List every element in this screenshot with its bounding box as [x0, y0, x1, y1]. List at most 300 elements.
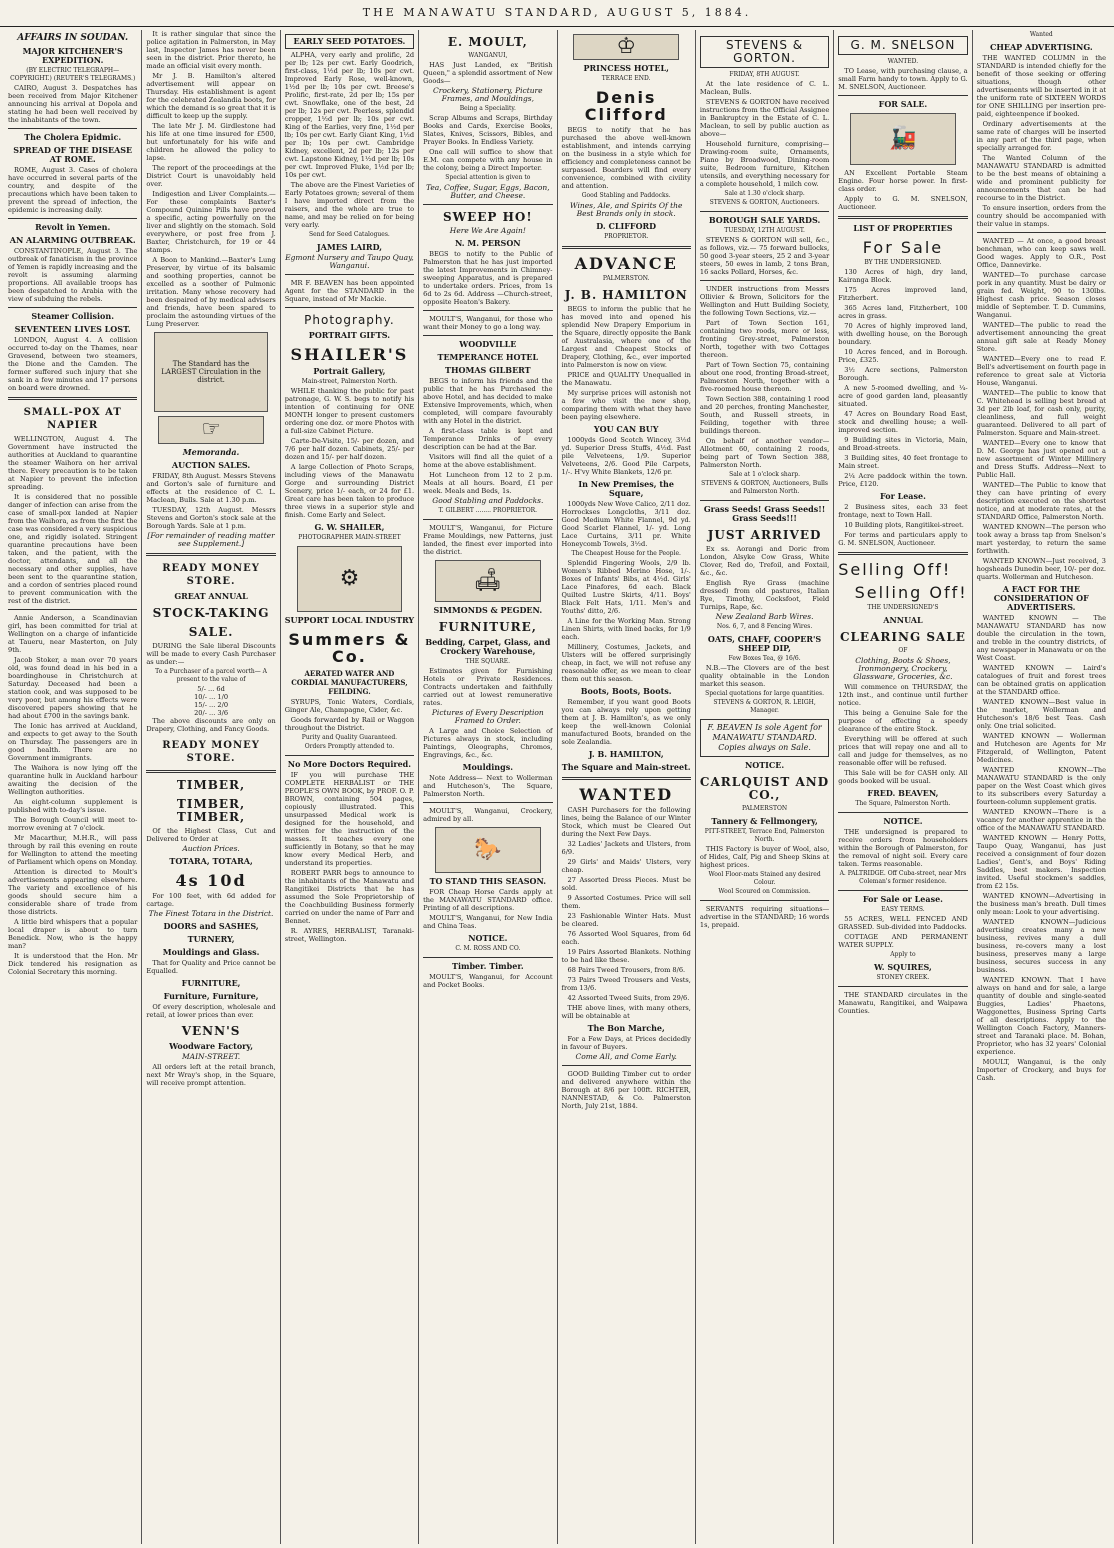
news-item: The Waihora is now lying off the quarantine hulk in Auckland harbour awaiting the decision of the Wellington authorities.: [8, 764, 138, 796]
ad-text: The above are the Finest Varieties of Early Potatoes grown; several of them I have imported direct from the raisers, and the whole are true to name, and may be relied on for being very early.: [284, 181, 415, 229]
stock-line: 68 Pairs Tweed Trousers, from 8/6.: [567, 966, 686, 974]
sale-word: SALE.: [188, 625, 234, 639]
sweep-name: N. M. PERSON: [455, 238, 521, 248]
portrait-gallery: Portrait Gallery,: [313, 366, 386, 376]
stock-line: 29 Girls' and Maids' Ulsters, very cheap.: [561, 858, 691, 874]
ad-text: Remember, if you want good Boots you can always rely upon getting them at J. B. Hamilton's, as we only keep the well-known Colonial manufactured Boots, branded on the sole Zealandia.: [561, 698, 691, 746]
crown-icon: ♔: [573, 34, 679, 60]
ad-text: Of every description, wholesale and retail, at lower prices than ever.: [146, 1003, 276, 1019]
column-6: [696, 30, 834, 1544]
store-name: READY MONEY STORE.: [162, 740, 260, 764]
wanted-ad: WANTED KNOWN—The person who took away a brass tap from Snelson's mart yesterday, to return the same forthwith.: [976, 523, 1106, 555]
stock-line: 32 Ladies' Jackets and Ulsters, from 6/9.: [561, 840, 691, 856]
ad-text: CASH Purchasers for the following lines, being the Balance of our Winter Stock, which must be Cleared Out during the Next Few Days.: [561, 806, 691, 838]
ad-text: HAS Just Landed, ex "British Queen," a splendid assortment of New Goods—: [423, 61, 553, 85]
ad-text: MOULT'S, Wanganui, Crockery, admired by all.: [423, 807, 553, 823]
ad-text: DURING the Sale liberal Discounts will be made to every Cash Purchaser as under:—: [146, 642, 276, 666]
ad-text: A Large and Choice Selection of Pictures always in stock, including Paintings, Oleographs, Chromos, Engravings, &c., &c.: [423, 727, 553, 759]
ad-text: BEGS to inform his friends and the public that he has Purchased the above Hotel, and has decided to make Extensive Improvements, which, when completed, will compare favourably with any Hotel in the district.: [423, 377, 553, 425]
snelson-heading: G. M. SNELSON: [838, 36, 967, 55]
ad-text: Estimates given for Furnishing Hotels or Private Residences. Contracts undertaken and faithfully carried out at lowest remunerative rates.: [423, 667, 553, 707]
wanted-ad: WANTED—The public to read the advertisement announcing the great annual gift sale at Ready Money Store.: [976, 321, 1106, 353]
ad-text: ALPHA, very early and prolific, 2d per lb; 12s per cwt. Early Goodrich, first-class, 1½d per lb; 10s per cwt. Improved Early Rose, well-known, 1½d per lb; 10s per cwt. Breese's Prolific, first-rate, 2d per lb; 15s per cwt. Snowflake, one of the best, 2d per lb; 12s per cwt. Peerless, splendid cropper, 1½d per lb; 10s per cwt. King of the Earlies, very fine, 1½d per lb; 10s per cwt. Early Giant King, 1½d per lb; 10s per cwt. Cambridge Kidney, excellent, 2d per lb; 12s per cwt. Lapstone Kidney, 1½d per lb; 10s per cwt. Improved Fluke, 1½d per lb; 10s per cwt.: [284, 51, 415, 179]
ad-text: The Wanted Column of the MANAWATU STANDARD is admitted to be the best means of obtaining a wide and prominent publicity for announcements that can be had recourse to in the District.: [976, 154, 1106, 202]
article-text: ROME, August 3. Cases of cholera have occurred in several parts of the country, and despite of the precautions which have been taken to prevent the spread of infection, the epidemic is increasing daily.: [8, 166, 138, 214]
no-more-doctors: No More Doctors Required.: [287, 759, 412, 769]
column-5: [558, 30, 696, 1544]
ad-text: A first-class table is kept and Temperance Drinks of every description can be had at the Bar.: [423, 427, 553, 451]
subhead-kitchener: MAJOR KITCHENER'S EXPEDITION.: [22, 46, 123, 65]
column-4: [419, 30, 557, 1544]
column-8: [973, 30, 1110, 1544]
ad-text: THE WANTED COLUMN in the STANDARD is intended chiefly for the benefit of those seeking or offering situations, though other advertisements will be inserted in it at the uniform rate of SIXTEEN WORDS for ONE SHILLING per insertion pre-paid, eighteenpence if booked.: [976, 54, 1106, 118]
ad-text: AN Excellent Portable Steam Engine. Four horse power. In first-class order.: [838, 169, 968, 193]
ad-text: MR F. BEAVEN has been appointed Agent for the STANDARD in the Square, instead of Mr Mackie.: [284, 279, 415, 303]
cheapest-house: The Cheapest House for the People.: [571, 550, 681, 557]
news-item: The Ionic has arrived at Auckland, and expects to get away to the South on Thursday. The passengers are in good health. There are no Government immigrants.: [8, 722, 138, 762]
property-item: 47 Acres on Boundary Road East, stock and dwelling house; a well-improved section.: [838, 410, 968, 434]
the-square: THE SQUARE.: [465, 658, 511, 665]
ad-text: Millinery, Costumes, Jackets, and Ulsters will be offered surprisingly cheap, in fact, we will not refuse any reasonable offer, as we mean to clear them out this season.: [561, 643, 691, 683]
ad-text: English Rye Grass (machine dressed) from old pastures, Italian Rye, Timothy, Cocksfoot, Field Turnips, Rape, &c.: [699, 579, 830, 611]
discount-row: 5/- ... 6d: [197, 685, 225, 693]
beaven-address: The Square, Palmerston North.: [855, 800, 951, 807]
news-item: A little bird whispers that a popular local draper is about to turn Benedick. Now, who is the happy man?: [8, 918, 138, 950]
ad-text: IF you will purchase THE COMPLETE HERBALIST or THE PEOPLE'S OWN BOOK, by PROF. O. P. BROWN, containing 504 pages, copiously illustrated. This unsurpassed Medical work is designed for the household, and written for the instruction of the masses. It teaches every one sufficiently in Botany, so that he may know every Medical Herb, and understand its properties.: [284, 771, 415, 867]
tannery-heading: Tannery & Fellmongery,: [711, 816, 818, 826]
wanted-ad: WANTED—The public to know that C. Whitehead is selling best bread at 3d per 2lb loaf, for cash only, purity, cleanliness, and full weight guaranteed. Delivered to all part of Palmerston. Square and Main-street.: [976, 389, 1106, 437]
princess-hotel: PRINCESS HOTEL,: [583, 63, 669, 73]
easy-terms: EASY TERMS.: [881, 906, 925, 913]
property-item: 2¼ Acre paddock within the town. Price, £120.: [838, 472, 968, 488]
palmerston: PALMERSTON: [741, 805, 788, 812]
ad-text: WHILE thanking the public for past patronage, G. W. S. begs to notify his intention of continuing for ONE MONTH longer to present customers ordering one doz. or more Photos with a full-size Cabinet Picture.: [284, 387, 415, 435]
temperance-hotel: TEMPERANCE HOTEL: [437, 352, 539, 362]
masthead: THE MANAWATU STANDARD, AUGUST 5, 1884.: [0, 0, 1114, 27]
wanted-ad: WANTED KNOWN—Best value in the market, Wollerman and Hutcheson's 18/6 best Teas. Cash only. One trial solicited.: [976, 698, 1106, 730]
wanted-ad: WANTED KNOWN—Just received, 3 hogsheads Dunedin beer, 10/- per doz. quarts. Wollerman and Hutcheson.: [976, 557, 1106, 581]
stock-line: 42 Assorted Tweed Suits, from 29/6.: [567, 994, 690, 1002]
mouldings-heading: Mouldings.: [462, 762, 513, 772]
headline-cholera: The Cholera Epidmic.: [24, 132, 122, 142]
price-list: Splendid Fingering Wools, 2/9 lb. Women's Ribbed Merino Hose, 1/-. Boxes of Infants' Bibs, at 4½d. Girls' Lace Pinafores, 6d each. Black Quilted Lustre Skirts, 4/11. Boys' Black Felt Hats, 1/11. Men's and Youths' ditto, 2/6.: [561, 559, 691, 615]
auctioneers: STEVENS & GORTON, Auctioneers.: [709, 199, 820, 206]
wines-ales: Wines, Ale, and Spirits Of the Best Brands only in stock.: [569, 201, 683, 218]
property-item: 3½ Acre sections, Palmerston Borough.: [838, 366, 968, 382]
ad-text: BEGS to inform the public that he has moved into and opened his splendid New Drapery Emporium in the Square, directly opposite the Bank of Australasia, where one of the Largest and Cheapest Stocks of Drapery, Clothing, &c., ever imported into Palmerston is now on view.: [561, 305, 691, 369]
ad-text: For 100 feet, with 6d added for cartage.: [146, 892, 276, 908]
you-can-buy: YOU CAN BUY: [593, 424, 659, 434]
ad-text: STEVENS & GORTON have received instructions from the Official Assignee in Bankruptcy in the Estate of C. L. Maclean, to sell by public auction as above—: [699, 98, 830, 138]
cheap-advertising: CHEAP ADVERTISING.: [989, 42, 1093, 52]
steam-engine-illustration: 🚂: [850, 113, 956, 165]
aerated-water: AERATED WATER AND CORDIAL MANUFACTURERS, FEILDING.: [291, 669, 408, 696]
ad-text: Sale at 1 o'clock sharp.: [729, 471, 800, 478]
totara-heading: TOTARA, TOTARA,: [169, 856, 253, 866]
sale-date: FRIDAY, 8TH AUGUST.: [729, 71, 800, 78]
selling-off-2: Selling Off!: [854, 583, 968, 602]
ad-text: GOOD Building Timber cut to order and delivered anywhere within the Borough at 8/6 per 100ft. RICHTER, NANNESTAD, & Co. Palmerston North, July 21st, 1884.: [561, 1070, 691, 1110]
news-item: Jacob Stoker, a man over 70 years old, was found dead in his bed in a boardinghouse in Christchurch at Saturday. Deceased had been a station cook, and was supposed to be very poor, but among his effects were discovered papers showing that he had about £700 in the savings bank.: [8, 656, 138, 720]
gallery-address: Main-street, Palmerston North.: [301, 378, 398, 385]
finest-totara: The Finest Totara in the District.: [148, 909, 274, 918]
headline-smallpox: SMALL-POX AT NAPIER: [23, 407, 122, 431]
carlquist-heading: CARLQUIST AND CO.,: [699, 775, 830, 802]
beaven-agent-box: F. BEAVEN Is sole Agent for MANAWATU STANDARD. Copies always on Sale.: [700, 719, 829, 757]
property-item: 9 Building sites in Victoria, Main, and Broad-streets.: [838, 436, 968, 452]
ad-text: Wool Floor-mats Stained any desired Colour.: [708, 871, 821, 886]
property-item: 175 Acres improved land, Fitzherbert.: [838, 286, 968, 302]
fact-for-advertisers: A FACT FOR THE CONSIDERATION OF ADVERTISERS.: [993, 584, 1089, 612]
ad-text: TO Lease, with purchasing clause, a small Farm handy to town. Apply to G. M. SNELSON, Auctioneer.: [838, 67, 968, 91]
ad-text: THIS Factory is buyer of Wool, also, of Hides, Calf, Pig and Sheep Skins at highest prices.: [699, 845, 830, 869]
grass-seeds: Grass Seeds! Grass Seeds!! Grass Seeds!!!: [703, 504, 826, 523]
ad-text: STEVENS & GORTON will sell, &c., as follows, viz.— 75 forward bullocks, 50 good 3-year steers, 25 2 and 3-year steers, 50 ewes in lamb, 2 tons Bran, 16 sacks Pollard, Horses, &c.: [699, 236, 830, 276]
ad-text: Nos. 6, 7, and 8 Fencing Wires.: [716, 623, 813, 630]
auctioneers: STEVENS & GORTON, Auctioneers, Bulls and Palmerston North.: [701, 480, 828, 495]
stocktaking: STOCK-TAKING: [152, 606, 270, 620]
ad-text: MOULT'S, Wanganui, for Picture Frame Mouldings, new Patterns, just landed, the finest ever imported into the district.: [423, 524, 553, 556]
ad-text: Ex ss. Aorangi and Doric from London, Alsyke Cow Grass, White Clover, Red do, Trefoil, and Foxtail, &c., &c.: [699, 545, 830, 577]
proprietor: PROPRIETOR.: [604, 233, 649, 240]
hotel-owner: THOMAS GILBERT: [445, 365, 531, 375]
ad-text: This being a Genuine Sale for the purpose of effecting a speedy clearance of the entire Stock.: [838, 709, 968, 733]
notice-heading: NOTICE.: [468, 933, 508, 943]
for-lease: For Lease.: [880, 491, 926, 501]
ad-text: Orders Promptly attended to.: [304, 743, 395, 750]
stock-line: 19 Pairs Assorted Blankets. Nothing to be had like these.: [561, 948, 691, 964]
ad-text: Of the Highest Class, Cut and Delivered to Order at: [146, 827, 276, 843]
news-item: Mr Macarthur, M.H.R., will pass through by rail this evening en route for Wellington to attend the meeting of Parliament which opens on Monday.: [8, 834, 138, 866]
stock-line: 73 Pairs Tweed Trousers and Vests, from 13/6.: [561, 976, 691, 992]
paltridge: A. PALTRIDGE. Off Cuba-street, near Mrs Coleman's former residence.: [839, 870, 967, 885]
wanted-ad: WANTED KNOWN—Judicious advertising creates many a new business, revives many a dull business, re-covers many a lost business, preserves many a large business, secures success in any business.: [976, 918, 1106, 974]
here-we-are: Here We Are Again!: [449, 226, 526, 235]
headline-collision: Steamer Collision.: [31, 311, 114, 321]
wanted-ad: WANTED—To purchase carcase pork in any quantity. Must be dairy or grain fed. Weight, 90 to 130lbs. Highest cash price. Season closes middle of September. T. D. Cummins, Wanganui.: [976, 271, 1106, 319]
seed-potatoes-heading: EARLY SEED POTATOES.: [285, 34, 414, 49]
ad-text: For a Few Days, at Prices decidedly in favour of Buyers.: [561, 1035, 691, 1051]
property-item: 10 Building plots, Rangitikei-street.: [844, 521, 964, 529]
apply-to: Apply to: [890, 951, 916, 958]
property-item: A new 5-roomed dwelling, and ¼-acre of good garden land, pleasantly situated.: [838, 384, 968, 408]
memoranda-heading: Memoranda.: [182, 447, 240, 457]
news-item: The late Mr J. M. Girdlestone had his life at one time insured for £500, but unfortunately for his wife and children he allowed the policy to lapse.: [146, 122, 276, 162]
discount-row: 20/- ... 3/6: [194, 709, 229, 717]
property-item: 10 Acres fenced, and in Borough. Price, £325.: [838, 348, 968, 364]
auction-item: FRIDAY, 8th August. Messrs Stevens and Gorton's sale of furniture and effects at the residence of C. L. Maclean, Bulls. Sale at 1.30 p.m.: [146, 472, 276, 504]
ad-text: Part of Town Section 161, containing two roods, more or less, fronting Grey-street, Palmerston North, together with two Cottages thereon.: [699, 319, 830, 359]
clearing-sale: CLEARING SALE: [839, 630, 966, 644]
turnery: TURNERY,: [187, 934, 235, 944]
wanted-ad: WANTED KNOWN—The MANAWATU STANDARD is the only paper on the West Coast which gives to its subscribers every Saturday a fourteen-column supplement gratis.: [976, 766, 1106, 806]
ad-text: THE undersigned is prepared to receive orders from householders within the Borough of Palmerston, for the removal of night soil. Every care taken. Terms reasonable.: [838, 828, 968, 868]
woodville: WOODVILLE: [459, 339, 517, 349]
ad-text: R. AYRES, HERBALIST, Taranaki-street, Wellington.: [284, 927, 415, 943]
squires: W. SQUIRES,: [874, 962, 932, 972]
wanted-ad: WANTED KNOWN — Wollerman and Hutcheson are Agents for Mr Fitzgerald, of Wellington, Patent Medicines.: [976, 732, 1106, 764]
headline-yemen: Revolt in Yemen.: [35, 222, 111, 232]
ad-text: At the late residence of C. L. Maclean, Bulls.: [699, 80, 830, 96]
article-text: CAIRO, August 3. Despatches has been received from Major Kitchener announcing his arrival at Dopola and stating he had been well received by the inhabitants of the town.: [8, 84, 138, 124]
wanted-label: WANTED.: [887, 58, 919, 65]
tannery-address: PITT-STREET, Terrace End, Palmerston North.: [704, 828, 825, 843]
denis-clifford: Denis Clifford: [584, 88, 668, 124]
notice-heading: NOTICE.: [744, 760, 785, 770]
ad-text: ROBERT PARR begs to announce to the inhabitants of the Manawatu and Rangitikei Districts that he has assumed the Sole Proprietorship of the Coachbuilding Business formerly carried on under the name of Parr and Bennet.: [284, 869, 415, 925]
ad-text: This Sale will be for CASH only. All goods booked will be usual.: [838, 769, 968, 785]
photographer-name: G. W. SHAILER,: [314, 522, 385, 532]
moult-heading: E. MOULT,: [447, 35, 528, 49]
property-item: 3 Building sites, 40 feet frontage to Main street.: [838, 454, 968, 470]
ad-text: SERVANTS requiring situations— advertise in the STANDARD; 16 words 1s, prepaid.: [699, 905, 830, 929]
advertiser-name: JAMES LAIRD,: [316, 242, 383, 252]
stock-line: 23 Fashionable Winter Hats. Must be cleared.: [561, 912, 691, 928]
ad-text: UNDER instructions from Messrs Ollivier & Brown, Solicitors for the Wellington and Hutt Building Society, the following Town Sections, viz.—: [699, 285, 830, 317]
timber-heading: TIMBER,: [176, 778, 246, 792]
ad-text: Send for Seed Catalogues.: [309, 231, 390, 238]
wanted-ad: MOULT, Wanganui, is the only Importer of Crockery, and buys for Cash.: [976, 1058, 1106, 1082]
ad-text: That for Quality and Price cannot be Equalled.: [146, 959, 276, 975]
news-item: The report of the proceedings at the District Court is unavoidably held over.: [146, 164, 276, 188]
ad-text: For terms and particulars apply to G. M. SNELSON, Auctioneer.: [838, 531, 968, 547]
notice-heading: NOTICE.: [883, 816, 923, 826]
stock-line: 27 Assorted Dress Pieces. Must be sold.: [561, 876, 691, 892]
summers-heading: Summers & Co.: [288, 630, 411, 666]
newspaper-columns: [4, 30, 1110, 1544]
news-item: Annie Anderson, a Scandinavian girl, has been committed for trial at Wellington on a charge of infanticide at Taueru, near Masterton, on July 9th.: [8, 614, 138, 654]
news-item: The Borough Council will meet to-morrow evening at 7 o'clock.: [8, 816, 138, 832]
discount-row: 15/- ... 2/0: [194, 701, 229, 709]
woodware-factory: Woodware Factory,: [169, 1041, 254, 1051]
auctioneers: STEVENS & GORTON, R. LEIGH, Manager.: [713, 699, 816, 714]
telegraph-credit: (BY ELECTRIC TELEGRAPH—COPYRIGHT.) (REUTER'S TELEGRAMS.): [10, 67, 136, 82]
ross-co: C. M. ROSS AND CO.: [455, 945, 521, 952]
photographer-address: PHOTOGRAPHER MAIN-STREET: [298, 534, 401, 541]
furniture-heading: FURNITURE,: [438, 620, 537, 634]
come-all: Come All, and Come Early.: [575, 1052, 677, 1061]
wanted-ad: WANTED KNOWN — Henry Potts, Taupo Quay, Wanganui, has just received a consignment of four dozen Ladies', Gent's, and Boys' Riding Saddles, best makers. Inspection invited. Useful stockmen's saddles, from £2 15s.: [976, 834, 1106, 890]
price-list: 1000yds New Wove Calico, 2/11 doz. Horrockses Longcloths, 3/11 doz. Good Medium White Flannel, 9d yd. Good Scarlet Flannel, 1/- yd. Long Lace Curtains, 3/11 pr. White Honeycomb Towels, 3½d.: [561, 500, 691, 548]
borough-sale-yards: BOROUGH SALE YARDS.: [708, 215, 821, 225]
main-street: MAIN-STREET.: [181, 1052, 241, 1061]
ad-text: Good Stabling and Paddocks.: [581, 192, 671, 199]
news-item: An eight-column supplement is published with to-day's issue.: [8, 798, 138, 814]
ad-text: Wool Scoured on Commission.: [718, 888, 811, 895]
wanted-ad: WANTED KNOWN—There is a vacancy for another apprentice in the office of the MANAWATU STANDARD.: [976, 808, 1106, 832]
support-local-industry: SUPPORT LOCAL INDUSTRY: [284, 615, 415, 625]
advertiser-address: Egmont Nursery and Taupo Quay, Wanganui.: [285, 253, 414, 270]
property-item: 130 Acres of high, dry land, Kairanga Block.: [838, 268, 968, 284]
furniture-heading-2: Furniture, Furniture,: [163, 991, 259, 1001]
shailers-heading: SHAILER'S: [290, 345, 409, 364]
ad-text: SYRUPS, Tonic Waters, Cordials, Ginger Ale, Champagne, Cider, &c.: [284, 698, 415, 714]
news-item: Attention is directed to Moult's advertisements appearing elsewhere. The variety and excellence of his goods should secure him a considerable share of trade from those districts.: [8, 868, 138, 916]
subhead-rome: SPREAD OF THE DISEASE AT ROME.: [13, 145, 133, 164]
just-arrived: JUST ARRIVED: [707, 528, 822, 542]
wanted-label: Wanted: [1029, 31, 1053, 38]
of-label: OF: [898, 647, 908, 654]
stock-line: 9 Assorted Costumes. Price will sell them.: [561, 894, 691, 910]
beaven-sig: FRED. BEAVEN,: [867, 788, 939, 798]
sweep-ho: SWEEP HO!: [442, 210, 533, 224]
ad-text: Goods forwarded by Rail or Waggon throughout the District.: [284, 716, 415, 732]
simmonds-pegden: SIMMONDS & PEGDEN.: [433, 605, 543, 615]
ad-text: MOULT'S, Wanganui, for Account and Pocket Books.: [423, 973, 553, 989]
bon-marche: The Bon Marche,: [587, 1023, 665, 1033]
ad-text: BEGS to notify that he has purchased the above well-known establishment, and intends carrying on the business in a style which for efficiency and completeness cannot be surpassed. Boarders will find every convenience, combined with civility and attention.: [561, 126, 691, 190]
ad-text: Special attention is given to: [445, 174, 531, 181]
ad-text: Household furniture, comprising— Drawing-room suite, Ornaments, Piano by Broadwood, Dining-room suite, Bedroom furniture, Kitchen utensils, and everything necessary for a complete household, 1 milch cow.: [699, 140, 830, 188]
news-item: It is rather singular that since the police agitation in Palmerston, in May last, Inspector James has never been seen in the district. Prior thereto, he made an official visit every month.: [146, 30, 276, 70]
discount-header: To a Purchaser of a parcel worth— A present to the value of: [155, 668, 268, 683]
portrait-gifts: PORTRAIT GIFTS.: [308, 330, 391, 340]
column-3: [281, 30, 419, 1544]
supplement-note: [For remainder of reading matter see Supplement.]: [147, 531, 275, 548]
wanted-ad: WANTED KNOWN—Advertising in the business man's breath. Dull times only mean: Look to your advertising.: [976, 892, 1106, 916]
square-main: The Square and Main-street.: [561, 762, 691, 772]
sale-or-lease: For Sale or Lease.: [862, 894, 943, 904]
oats-chaff: OATS, CHAFF, COOPER'S SHEEP DIP,: [707, 634, 822, 653]
ad-text: A large Collection of Photo Scraps, including views of the Manawatu Gorge and surrounding District Scenery, price 1/- each, or 24 for £1. Great care has been taken to produce three views in a superior style and finish. Come Early and Select.: [284, 463, 415, 519]
pictures-framed: Pictures of Every Description Framed to Order.: [431, 708, 544, 725]
ad-text: COTTAGE AND PERMANENT WATER SUPPLY.: [838, 933, 968, 949]
ad-text: FOR Cheap Horse Cards apply at the MANAWATU STANDARD office. Printing of all descriptions.: [423, 888, 553, 912]
ad-text: Few Boxes Tea, @ 16/6.: [728, 655, 801, 662]
ad-text: MOULT'S, Wanganui, for those who want their Money to go a long way.: [423, 315, 553, 331]
wanted-ad: WANTED—Every one to read F. Bell's advertisement on fourth page in reference to great sale at Victoria House, Wanganui.: [976, 355, 1106, 387]
news-item: It is understood that the Hon. Mr Dick tendered his resignation as Colonial Secretary this morning.: [8, 952, 138, 976]
timber-heading-2: TIMBER, TIMBER,: [176, 797, 246, 824]
ad-text: Hot Luncheon from 12 to 2 p.m. Meals at all hours. Board, £1 per week. Meals and Beds, 1s.: [423, 471, 553, 495]
undersigned: THE UNDERSIGNED'S: [867, 604, 939, 611]
column-7: [834, 30, 972, 1544]
article-text: WELLINGTON, August 4. The Government have instructed the authorities at Auckland to quarantine the steamer Waihora on her arrival there. Every precaution is to be taken at Napier to prevent the infection spreading.: [8, 435, 138, 491]
for-sale-big: For Sale: [862, 238, 944, 257]
ad-text: THE above lines, with many others, will be obtainable at: [561, 1004, 691, 1020]
warehouse-heading: Bedding, Carpet, Glass, and Crockery Warehouse,: [425, 637, 551, 656]
property-item: 365 Acres land, Fitzherbert, 100 acres in grass.: [838, 304, 968, 320]
photography-heading: Photography.: [304, 313, 395, 327]
price-heading: 4s 10d: [175, 871, 247, 890]
column-2: [142, 30, 280, 1544]
wanted-ad: WANTED KNOWN — The MANAWATU STANDARD has now double the circulation in the town, and treble in the country districts, of any newspaper in Manawatu or on the West Coast.: [976, 614, 1106, 662]
stallion-illustration: 🐎: [435, 827, 541, 873]
ad-text: Ordinary advertisements at the same rate of charges will be inserted in any part of the third page, when specially arranged for.: [976, 120, 1106, 152]
ad-text: My surprise prices will astonish not a few who visit the new shop, comparing them with what they have been paying elsewhere.: [561, 389, 691, 421]
ad-text: Will commence on THURSDAY, the 12th inst., and continue until further notice.: [838, 683, 968, 707]
subhead-outbreak: AN ALARMING OUTBREAK.: [9, 235, 136, 245]
goods-list: Clothing, Boots & Shoes, Ironmongery, Crockery, Glassware, Groceries, &c.: [853, 656, 953, 681]
wanted-ad: WANTED — At once, a good breast benchman, who can keep saws well. Good wages. Apply to O.R., Post Office, Dannevirke.: [976, 237, 1106, 269]
boots-heading: Boots, Boots, Boots.: [580, 686, 672, 696]
ad-text: To ensure insertion, orders from the country should be accompanied with their value in stamps.: [976, 204, 1106, 228]
wanted-ad: WANTED KNOWN. That I have always on hand and for sale, a large quantity of double and single-seated Buggies, Ladies' Phaetons, Waggonettes, Business Spring Carts of all descriptions. Apply to the Wellington Coach Factory, Manners-street and Taranaki place. M. Bohan, Proprietor, who has 32 years' Colonial experience.: [976, 976, 1106, 1056]
ad-text: All orders left at the retail branch, next Mr Wray's shop, in the Square, will receive prompt attention.: [146, 1063, 276, 1087]
ad-text: Being a Speciality.: [459, 105, 516, 112]
hamilton-heading: J. B. HAMILTON: [564, 288, 688, 302]
column-1: [4, 30, 142, 1544]
wanted-ad: WANTED KNOWN — Laird's catalogues of fruit and forest trees can be obtained gratis on application at the STANDARD office.: [976, 664, 1106, 696]
great-annual: GREAT ANNUAL: [174, 591, 248, 601]
ad-text: Scrap Albums and Scraps, Birthday Books and Cards, Exercise Books, Slates, Knives, Scissors, Bibles, and Prayer Books. In Endless Variety.: [423, 114, 553, 146]
ad-text: A Line for the Working Man. Strong Linen Shirts, with lined backs, for 1/9 each.: [561, 617, 691, 641]
doors-sashes: DOORS and SASHES,: [163, 921, 259, 931]
stoney-creek: STONEY CREEK.: [876, 974, 930, 981]
news-item: Mr J. B. Hamilton's altered advertisement will appear on Thursday. His establishment is agent for the celebrated Zealandia boots, for which the demand is so great that it is difficult to keep up the supply.: [146, 72, 276, 120]
headline-soudan: AFFAIRS IN SOUDAN.: [17, 33, 129, 43]
wanted-ad: WANTED—The Public to know that they can have printing of every description executed on the shortest notice, and at moderate rates, at the STANDARD Office, Palmerston North.: [976, 481, 1106, 521]
news-item: Indigestion and Liver Complaints.—For these complaints Baxter's Compound Quinine Pills have proved a specific, acting powerfully on the liver and slightly on the stomach. Sold everywhere, or post free from J. Baxter, Christchurch, for 19 or 44 stamps.: [146, 190, 276, 254]
for-sale: FOR SALE.: [878, 99, 928, 109]
clifford-sig: D. CLIFFORD: [596, 221, 657, 231]
wanted-ad: WANTED—Every one to know that D. M. George has just opened out a new assortment of Winter Millinery and Dress Stuffs. Address—Next to Public Hall.: [976, 439, 1106, 479]
sofa-illustration: 🛋: [435, 560, 541, 602]
ad-text: Town Section 388, containing 1 rood and 20 perches, fronting Manchester, South, and Russell streets, in Feilding, together with three buildings thereon.: [699, 395, 830, 435]
ad-text: On behalf of another vendor— Allotment 60, containing 2 roods, being part of Town Section 388, Palmerston North.: [699, 437, 830, 469]
moult-place: WANGANUI,: [468, 52, 508, 59]
ad-text: Purity and Quality Guaranteed.: [301, 734, 398, 741]
undersigned: BY THE UNDERSIGNED.: [864, 259, 942, 266]
sale-date: TUESDAY, 12TH AUGUST.: [724, 227, 805, 234]
new-premises: In New Premises, the Square,: [578, 479, 674, 498]
venns-heading: VENN'S: [181, 1024, 241, 1038]
terrace-end: TERRACE END.: [601, 75, 651, 82]
ad-text: PRICE and QUALITY Unequalled in the Manawatu.: [561, 371, 691, 387]
ad-text: N.B.—The Clovers are of the best quality obtainable in the London market this season.: [699, 664, 830, 688]
barb-wires: New Zealand Barb Wires.: [715, 612, 814, 621]
article-text: It is considered that no possible danger of infection can arise from the case of small-pox landed at Napier from the Waihora, as from the first the case was considered a very suspicious one, and rigidly isolated. Stringent quarantine precautions have been taken, and the patient, with the doctor, attendants, and all the necessary and other supplies, have been sent to the quarantine station, and a cordon of sentries placed round to prevent communication with the rest of the district.: [8, 493, 138, 605]
stevens-gorton-heading: STEVENS & GORTON.: [700, 36, 829, 68]
advance-heading: ADVANCE: [574, 254, 678, 273]
selling-off-1: Selling Off!: [838, 560, 952, 579]
store-name: READY MONEY STORE.: [162, 563, 260, 587]
article-text: CONSTANTINOPLE, August 3. The outbreak of fanaticism in the province of Yemen is rapidly increasing and the revolt is assuming alarming proportions. All available troops has been despatched to Arabia with the view of subduing the rebels.: [8, 247, 138, 303]
factory-illustration: ⚙: [297, 546, 403, 612]
ad-text: 55 ACRES, WELL FENCED AND GRASSED. Sub-divided into Paddocks.: [838, 915, 968, 931]
ad-text: One call will suffice to show that E.M. can compete with any house in the colony, being a Direct Importer.: [423, 148, 553, 172]
ad-text: MOULT'S, Wanganui, for New India and China Teas.: [423, 914, 553, 930]
ad-text: Special quotations for large quantities.: [705, 690, 825, 697]
stabling: Good Stabling and Paddocks.: [432, 496, 544, 505]
furniture-heading: FURNITURE,: [181, 978, 241, 988]
mouldings-glass: Mouldings and Glass.: [162, 947, 260, 957]
ad-text: Part of Town Section 75, containing about one rood, fronting Broad-street, Palmerston North, together with a five-roomed house thereon.: [699, 361, 830, 393]
hamilton-sig: J. B. HAMILTON,: [588, 749, 664, 759]
auction-sales-heading: AUCTION SALES.: [171, 460, 251, 470]
discount-row: 10/- ... 1/0: [194, 693, 229, 701]
ad-text: THE STANDARD circulates in the Manawatu, Rangitikei, and Waipawa Counties.: [838, 991, 968, 1015]
hand-pointer-icon: ☞: [158, 416, 264, 444]
ad-text: Apply to G. M. SNELSON, Auctioneer.: [838, 195, 968, 211]
palmerston: PALMERSTON.: [602, 275, 650, 282]
property-item: 70 Acres of highly improved land, with dwelling house, on the Borough boundary.: [838, 322, 968, 346]
auction-prices: Auction Prices.: [182, 844, 240, 853]
ad-text: Sale at 1.30 o'clock sharp.: [724, 190, 805, 197]
ad-text: Carte-De-Visite, 15/- per dozen, and 7/6 per half dozen. Cabinets, 25/- per dozen and 15/- per half dozen.: [284, 437, 415, 461]
subhead-lives-lost: SEVENTEEN LIVES LOST.: [14, 324, 131, 334]
news-item: A Boon to Mankind.—Baxter's Lung Preserver, by virtue of its balsamic and soothing properties, cannot be excelled as a soother of Pulmonic irritation. Many whose recovery had been despaired of by medical advisers and friends, have been spared to proclaim the astounding virtues of the Lung Preserver.: [146, 256, 276, 328]
annual: ANNUAL: [883, 615, 923, 625]
list-of-properties: LIST OF PROPERTIES: [853, 223, 953, 233]
wanted-heading: WANTED: [579, 785, 674, 804]
article-text: LONDON, August 4. A collision occurred to-day on the Thames, near Gravesend, between two steamers, the Dione and the Camden. The former suffered such injury that she sank in a few minutes and 17 persons on board were drowned.: [8, 336, 138, 392]
ad-text: Note Address— Next to Wollerman and Hutcheson's, The Square, Palmerston North.: [423, 774, 553, 798]
moult-provisions: Tea, Coffee, Sugar, Eggs, Bacon, Butter, and Cheese.: [425, 183, 550, 200]
ad-text: BEGS to notify to the Public of Palmerston that he has just imported the latest Improvements in Chimney-sweeping Apparatus, and is prepared to undertake orders. Prices, from 1s 6d to 2s 6d. Address —Church-street, opposite Heaton's Bakery.: [423, 250, 553, 306]
standard-flag-illustration: [154, 332, 268, 412]
auction-item: TUESDAY, 12th August. Messrs Stevens and Gorton's stock sale at the Borough Yards. Sale at 1 p.m.: [146, 506, 276, 530]
